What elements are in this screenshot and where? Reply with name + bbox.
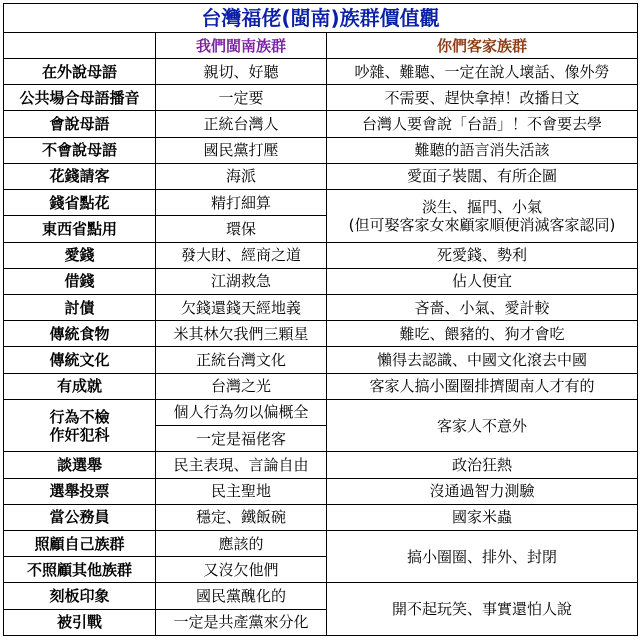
table-row: [4, 242, 638, 268]
our-group-cell: 發大財、經商之道: [156, 242, 327, 268]
table-row: [4, 294, 638, 320]
title-row: [4, 4, 638, 33]
row-label: 有成就: [4, 373, 156, 399]
their-group-cell: 不需要、趕快拿掉！改播日文: [327, 85, 638, 111]
table-row: [4, 373, 638, 399]
table-row: [4, 478, 638, 504]
row-label: 討債: [4, 294, 156, 320]
their-group-cell: 國家米蟲: [327, 504, 638, 530]
row-label-merged: [4, 399, 156, 451]
their-group-cell-line: 淡生、摳門、小氣: [421, 197, 542, 216]
table-row: [4, 163, 638, 189]
row-label-line: 行為不檢: [49, 407, 110, 426]
row-label: 選舉投票: [4, 478, 156, 504]
our-group-cell: 海派: [156, 163, 327, 189]
row-label: 花錢請客: [4, 163, 156, 189]
their-group-cell: 佔人便宜: [327, 268, 638, 294]
their-group-cell: 難吃、餵豬的、狗才會吃: [327, 321, 638, 347]
corner-cell: [4, 33, 156, 59]
their-group-cell: 難聽的語言消失活該: [327, 137, 638, 163]
our-group-cell: 親切、好聽: [156, 59, 327, 85]
their-group-cell: 死愛錢、勢利: [327, 242, 638, 268]
values-table: [3, 3, 638, 636]
row-label: 被引戰: [4, 609, 156, 635]
row-label: 傳統文化: [4, 347, 156, 373]
column-header-their-group: 你們客家族群: [327, 33, 638, 59]
our-group-cell: 民主表現、言論自由: [156, 452, 327, 478]
row-label: 談選舉: [4, 452, 156, 478]
table-title: 台灣福佬(閩南)族群價值觀: [4, 4, 638, 33]
row-label: 在外說母語: [4, 59, 156, 85]
their-group-cell: 沒通過智力測驗: [327, 478, 638, 504]
row-label: 當公務員: [4, 504, 156, 530]
table-row: [4, 111, 638, 137]
table-row: [4, 530, 638, 556]
their-group-cell-merged: [327, 190, 638, 242]
our-group-cell: 國民黨打壓: [156, 137, 327, 163]
row-label: 傳統食物: [4, 321, 156, 347]
row-label: 愛錢: [4, 242, 156, 268]
row-label: 公共場合母語播音: [4, 85, 156, 111]
table-row: [4, 321, 638, 347]
header-row: [4, 33, 638, 59]
our-group-cell: 國民黨醜化的: [156, 583, 327, 609]
row-label-line: 作奸犯科: [49, 425, 110, 444]
table-row: [4, 190, 638, 216]
table-row: [4, 399, 638, 425]
their-group-cell-merged: 搞小圈圈、排外、封閉: [327, 530, 638, 582]
our-group-cell: 個人行為勿以偏概全: [156, 399, 327, 425]
row-label: 借錢: [4, 268, 156, 294]
row-label: 照顧自己族群: [4, 530, 156, 556]
our-group-cell: 一定是福佬客: [156, 426, 327, 452]
table-row: [4, 268, 638, 294]
table-row: [4, 583, 638, 609]
column-header-our-group: 我們閩南族群: [156, 33, 327, 59]
their-group-cell: 客家人搞小圈圈排擠閩南人才有的: [327, 373, 638, 399]
our-group-cell: 欠錢還錢天經地義: [156, 294, 327, 320]
our-group-cell: 精打細算: [156, 190, 327, 216]
table-row: [4, 504, 638, 530]
table-row: [4, 137, 638, 163]
our-group-cell: 穩定、鐵飯碗: [156, 504, 327, 530]
table-row: [4, 59, 638, 85]
our-group-cell: 民主聖地: [156, 478, 327, 504]
our-group-cell: 正統台灣人: [156, 111, 327, 137]
their-group-cell: 政治狂熱: [327, 452, 638, 478]
table-row: [4, 347, 638, 373]
our-group-cell: 江湖救急: [156, 268, 327, 294]
row-label: 不會說母語: [4, 137, 156, 163]
table-row: [4, 85, 638, 111]
row-label: 不照顧其他族群: [4, 557, 156, 583]
our-group-cell: 一定要: [156, 85, 327, 111]
their-group-cell-merged: 開不起玩笑、事實還怕人說: [327, 583, 638, 636]
row-label: 錢省點花: [4, 190, 156, 216]
their-group-cell: 台灣人要會說「台語」！不會要去學: [327, 111, 638, 137]
our-group-cell: 正統台灣文化: [156, 347, 327, 373]
their-group-cell: 愛面子裝闊、有所企圖: [327, 163, 638, 189]
table-row: [4, 452, 638, 478]
their-group-cell: 吵雜、難聽、一定在說人壞話、像外勞: [327, 59, 638, 85]
our-group-cell: 一定是共產黨來分化: [156, 609, 327, 635]
row-label: 東西省點用: [4, 216, 156, 242]
our-group-cell: 台灣之光: [156, 373, 327, 399]
row-label: 會說母語: [4, 111, 156, 137]
their-group-cell-merged: 客家人不意外: [327, 399, 638, 451]
their-group-cell-line: (但可娶客家女來顧家順便消滅客家認同): [348, 215, 616, 234]
our-group-cell: 環保: [156, 216, 327, 242]
our-group-cell: 米其林欠我們三顆星: [156, 321, 327, 347]
their-group-cell: 懶得去認識、中國文化滾去中國: [327, 347, 638, 373]
our-group-cell: 應該的: [156, 530, 327, 556]
our-group-cell: 又沒欠他們: [156, 557, 327, 583]
their-group-cell: 吝嗇、小氣、愛計較: [327, 294, 638, 320]
row-label: 刻板印象: [4, 583, 156, 609]
